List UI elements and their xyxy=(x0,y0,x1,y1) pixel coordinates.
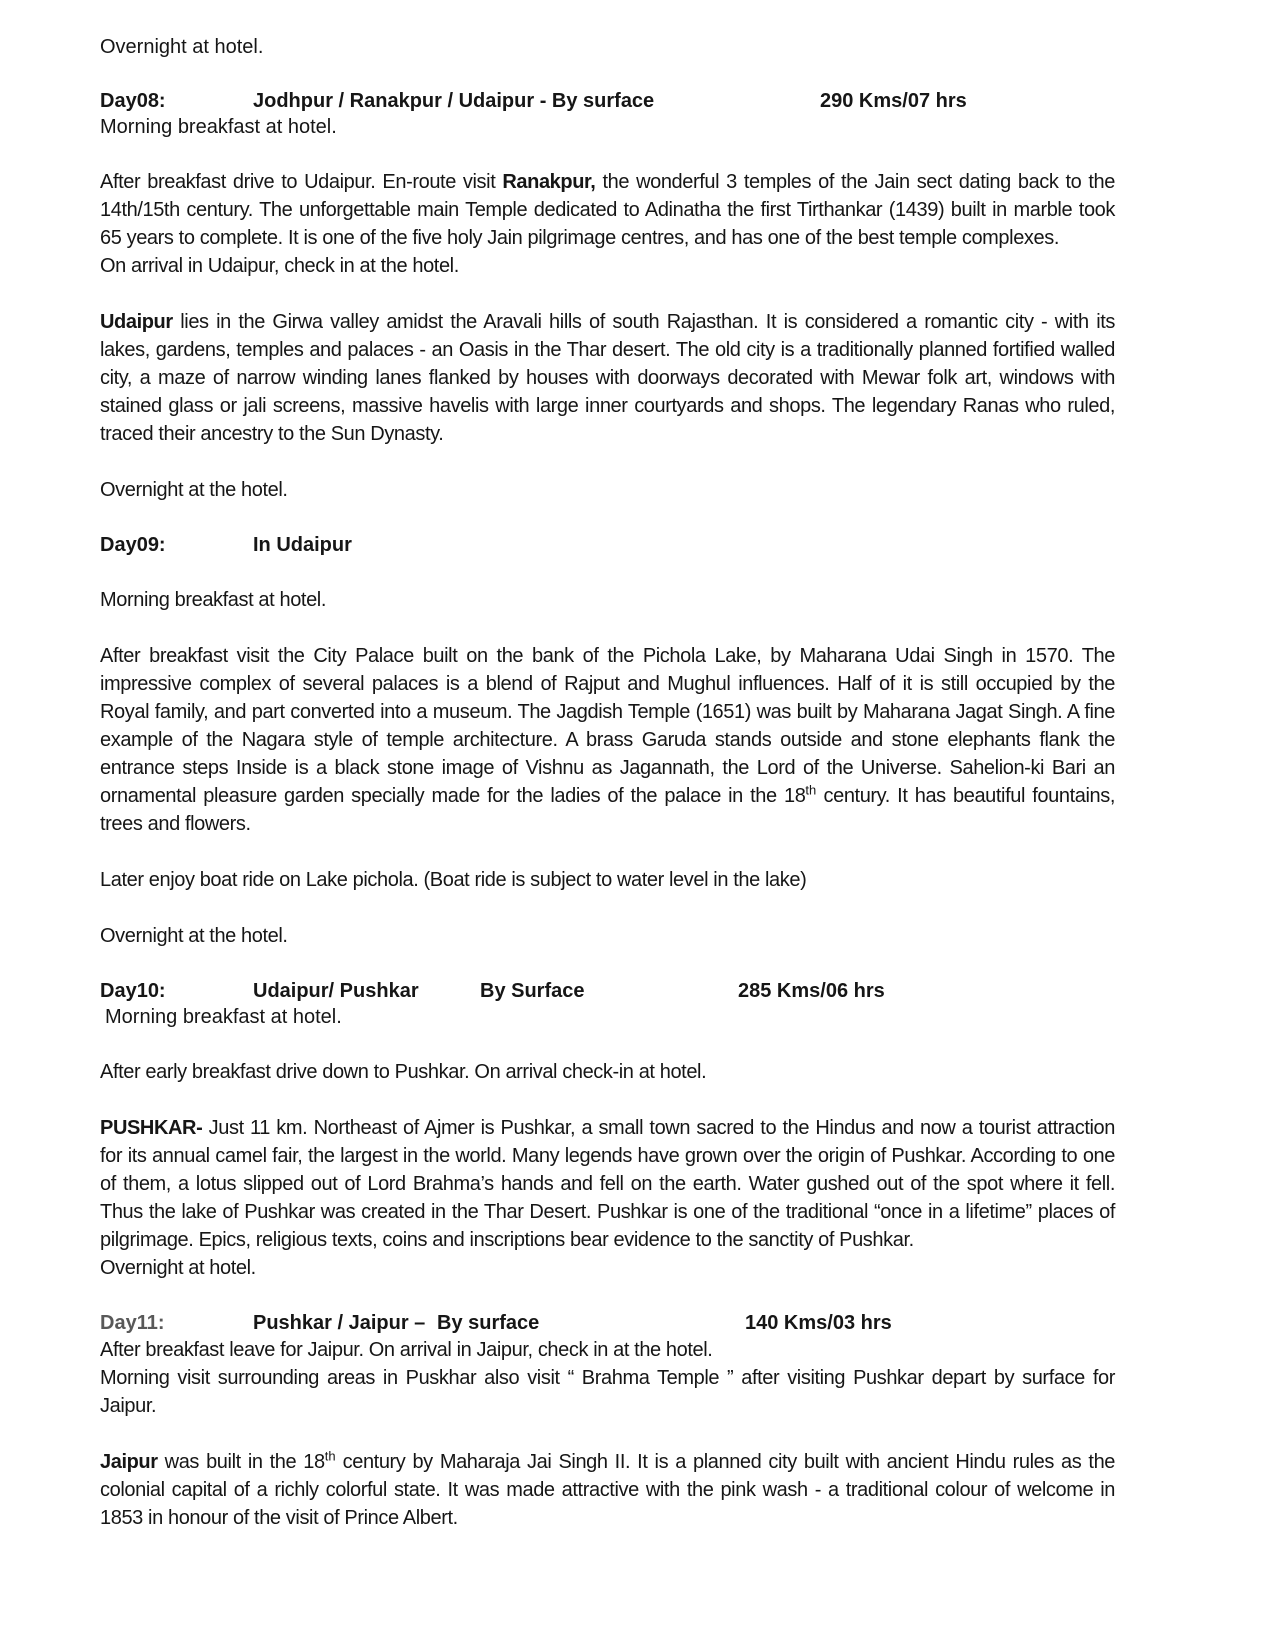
pushkar-bold: PUSHKAR- xyxy=(100,1117,203,1139)
jaipur-text-mid: was built in the 18 xyxy=(157,1451,325,1473)
overnight-line-udaipur: Overnight at the hotel. xyxy=(100,479,288,501)
day11-route: Pushkar / Jaipur – xyxy=(253,1312,426,1334)
jaipur-bold: Jaipur xyxy=(100,1451,158,1473)
day11-brahma-line: Morning visit surrounding areas in Puskhar also visit “ Brahma Temple ” after visiting Pushkar depart by surface for Jaipur. xyxy=(100,1367,1115,1417)
jaipur-paragraph xyxy=(100,1448,1115,1532)
day10-heading xyxy=(100,978,1115,1004)
udaipur-paragraph xyxy=(100,308,1115,448)
day09-label: Day09: xyxy=(100,534,166,556)
city-palace-ordinal-sup: th xyxy=(805,782,817,798)
day11-distance: 140 Kms/03 hrs xyxy=(745,1312,892,1334)
overnight-line-top: Overnight at hotel. xyxy=(100,36,264,58)
jaipur-ordinal-sup: th xyxy=(324,1448,336,1464)
day08-heading xyxy=(100,88,1115,114)
day11-section xyxy=(100,1310,1115,1420)
pushkar-drive-line: After early breakfast drive down to Pushkar. On arrival check-in at hotel. xyxy=(100,1061,707,1083)
udaipur-arrival-line: On arrival in Udaipur, check in at the hotel. xyxy=(100,255,459,277)
pushkar-paragraph xyxy=(100,1114,1115,1254)
ranakpur-text-pre: After breakfast drive to Udaipur. En-route visit xyxy=(100,171,503,193)
ranakpur-paragraph xyxy=(100,168,1115,252)
overnight-line-day09: Overnight at the hotel. xyxy=(100,925,288,947)
ranakpur-bold: Ranakpur, xyxy=(502,171,596,193)
day08-distance: 290 Kms/07 hrs xyxy=(820,90,967,112)
pushkar-block xyxy=(100,1114,1115,1282)
city-palace-text-post: century. It has beautiful fountains, trees and flowers. xyxy=(100,785,1115,835)
day10-route: Udaipur/ Pushkar xyxy=(253,980,419,1002)
day10-label: Day10: xyxy=(100,980,166,1002)
city-palace-text-pre: After breakfast visit the City Palace built on the bank of the Pichola Lake, by Maharana Udai Singh in 1570. The impressive complex of several palaces is a blend of Rajput and Mughul influences. Half of it is still occupied by the Royal family, and part converted into a museum. The Jagdish Temple (1651) was built by Maharana Jagat Singh. A fine example of the Nagara style of temple architecture. A brass Garuda stands outside and stone elephants flank the entrance steps Inside is a black stone image of Vishnu as Jagannath, the Lord of the Universe. Sahelion-ki Bari an ornamental pleasure garden specially made for the ladies of the palace in the 18 xyxy=(100,645,1115,807)
day08-label: Day08: xyxy=(100,90,166,112)
jaipur-text-post: century by Maharaja Jai Singh II. It is a planned city built with ancient Hindu rules as the colonial capital of a richly colorful state. It was made attractive with the pink wash - a traditional colour of welcome in 1853 in honour of the visit of Prince Albert. xyxy=(100,1451,1116,1529)
udaipur-bold: Udaipur xyxy=(100,311,173,333)
pushkar-text: Just 11 km. Northeast of Ajmer is Pushkar, a small town sacred to the Hindus and now a tourist attraction for its annual camel fair, the largest in the world. Many legends have grown over the origin of Pushkar. According to one of them, a lotus slipped out of Lord Brahma’s hands and fell on the earth. Water gushed out of the spot where it fell. Thus the lake of Pushkar was created in the Thar Desert. Pushkar is one of the traditional “once in a lifetime” places of pilgrimage. Epics, religious texts, coins and inscriptions bear evidence to the sanctity of Pushkar. xyxy=(100,1117,1115,1251)
day09-route: In Udaipur xyxy=(253,534,352,556)
udaipur-text: lies in the Girwa valley amidst the Aravali hills of south Rajasthan. It is considered a romantic city - with its lakes, gardens, temples and palaces - an Oasis in the Thar desert. The old city is a traditionally planned fortified walled city, a maze of narrow winding lanes flanked by houses with doorways decorated with Mewar folk art, windows with stained glass or jali screens, massive havelis with large inner courtyards and shops. The legendary Ranas who ruled, traced their ancestry to the Sun Dynasty. xyxy=(100,311,1115,445)
day09-breakfast-line: Morning breakfast at hotel. xyxy=(100,589,326,611)
day11-label: Day11: xyxy=(100,1312,165,1334)
day09-heading xyxy=(100,532,1115,558)
day08-breakfast-line: Morning breakfast at hotel. xyxy=(100,116,337,138)
day10-breakfast-line: Morning breakfast at hotel. xyxy=(105,1006,342,1028)
day11-heading xyxy=(100,1310,1115,1336)
day11-mode: By surface xyxy=(437,1312,540,1334)
ranakpur-block xyxy=(100,168,1115,280)
day10-mode: By Surface xyxy=(480,980,585,1002)
overnight-line-pushkar: Overnight at hotel. xyxy=(100,1257,256,1279)
city-palace-paragraph xyxy=(100,642,1115,838)
boat-ride-line: Later enjoy boat ride on Lake pichola. (Boat ride is subject to water level in the lake) xyxy=(100,869,807,891)
day10-distance: 285 Kms/06 hrs xyxy=(738,980,885,1002)
ranakpur-text-post: the wonderful 3 temples of the Jain sect dating back to the 14th/15th century. The unforgettable main Temple dedicated to Adinatha the first Tirthankar (1439) built in marble took 65 years to complete. It is one of the five holy Jain pilgrimage centres, and has one of the best temple complexes. xyxy=(100,171,1115,249)
day10-section xyxy=(100,978,1115,1030)
day11-arrival-line: After breakfast leave for Jaipur. On arrival in Jaipur, check in at the hotel. xyxy=(100,1339,713,1361)
day08-route: Jodhpur / Ranakpur / Udaipur - By surface xyxy=(253,90,655,112)
day08-section xyxy=(100,88,1115,140)
